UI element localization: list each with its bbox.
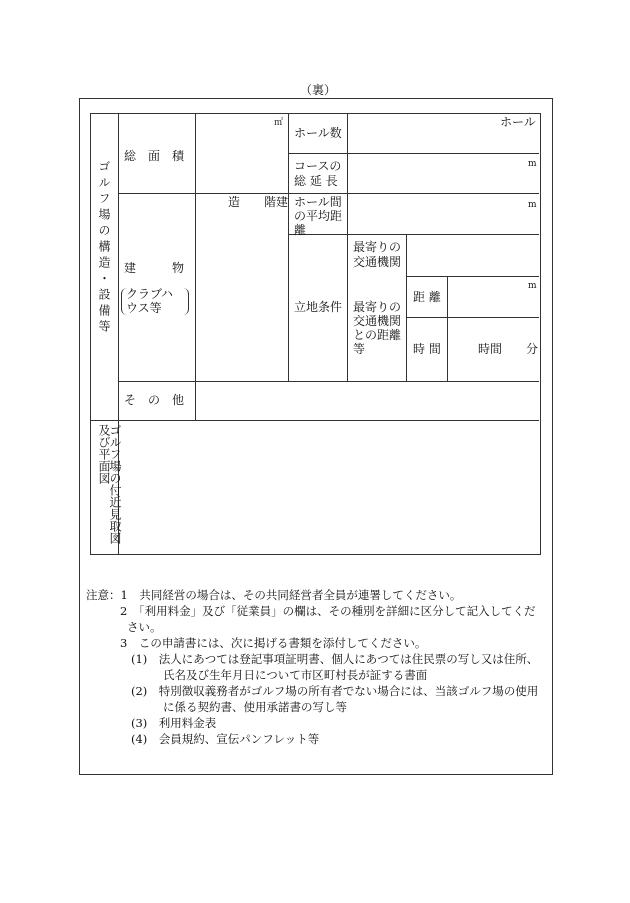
building-label: 建 物 (124, 261, 185, 275)
transport-distance-label-3: との距離 (353, 328, 402, 342)
distance-unit: m (528, 281, 537, 291)
page-label: （裏） (300, 83, 337, 97)
transport-distance-label-2: 交通機関 (353, 314, 402, 328)
note-3-2: (2) 特別徴収義務者がゴルフ場の所有者でない場合には、当該ゴルフ場の使用 (131, 684, 539, 698)
section-title: ゴルフ場の構造・設備等 (97, 160, 111, 336)
avg-distance-label-2: の平均距 (294, 209, 343, 223)
note-3-2-cont: に係る契約書、使用承諾書の写し等 (163, 700, 347, 714)
note-3-4: (4) 会員規約、宣伝パンフレット等 (131, 732, 320, 746)
note-2: 2 「利用料金」及び「従業員」の欄は、その種別を詳細に区分して記入してくだ (120, 604, 536, 618)
map-label: ゴルフ場の付近見取図及び平面図 (97, 424, 122, 544)
note-2-cont: さい。 (127, 620, 162, 634)
structure-label: 造 階建 (228, 195, 289, 209)
note-3-3: (3) 利用料金表 (131, 716, 217, 730)
time-label: 時 間 (413, 342, 441, 356)
avg-distance-label-3: 離 (294, 223, 307, 237)
area-unit: ㎡ (274, 118, 284, 128)
hole-unit: ホール (500, 115, 536, 129)
clubhouse-label-1: クラブハ (126, 287, 174, 301)
nearest-transport-label-1: 最寄りの (353, 240, 402, 254)
course-length-label-2: 総 延 長 (294, 174, 338, 188)
clubhouse-label-2: ウス等 (126, 301, 162, 315)
other-label: そ の 他 (124, 393, 185, 407)
total-area-label: 総 面 積 (124, 149, 185, 163)
time-unit-label: 時間 分 (478, 342, 539, 356)
nearest-transport-label-2: 交通機関 (353, 255, 402, 269)
note-3-1: (1) 法人にあつては登記事項証明書、個人にあつては住民票の写し又は住所、 (131, 652, 539, 666)
transport-distance-label-1: 最寄りの (353, 300, 402, 314)
note-3: 3 この申請書には、次に掲げる書類を添付してください。 (120, 636, 427, 650)
distance-label: 距 離 (413, 290, 441, 304)
note-3-1-cont: 氏名及び生年月日について市区町村長が証する書面 (163, 668, 428, 682)
course-length-unit: m (528, 159, 537, 169)
avg-distance-unit: m (528, 200, 537, 210)
avg-distance-label-1: ホール間 (294, 195, 342, 209)
hole-count-label: ホール数 (294, 126, 342, 140)
location-label: 立地条件 (294, 300, 343, 314)
transport-distance-label-4: 等 (353, 342, 366, 356)
note-1: 注意：1 共同経営の場合は、その共同経営者全員が連署してください。 (86, 588, 462, 602)
course-length-label-1: コースの (294, 159, 342, 173)
